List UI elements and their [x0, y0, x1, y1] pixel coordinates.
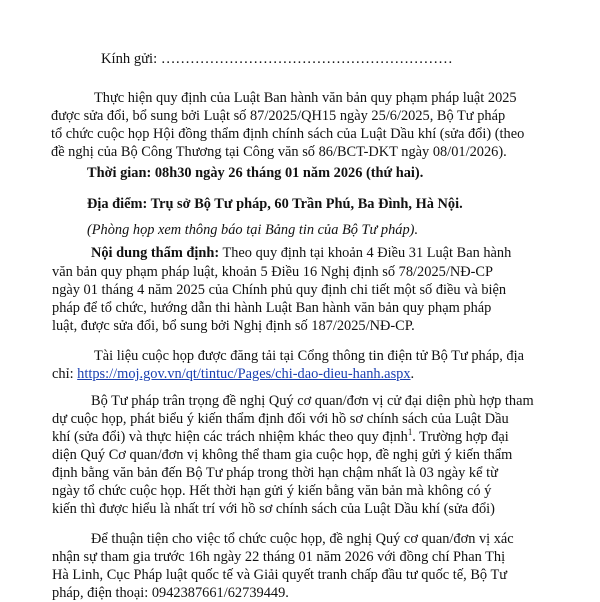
request-line-footnote — [52, 428, 592, 446]
intro-line: Thực hiện quy định của Luật Ban hành văn bản quy phạm pháp luật 2025 — [94, 90, 517, 106]
request-text: khí (sửa đổi) và thực hiện các trách nhiệm khác theo quy định — [52, 429, 408, 445]
content-first-line — [91, 244, 592, 262]
recipient-label: Kính gửi: — [101, 51, 161, 67]
link-period: . — [410, 366, 415, 382]
content-line: ngày 01 tháng 4 năm 2025 của Chính phủ quy định chi tiết một số điều và biện — [52, 282, 507, 298]
content-line: luật, được sửa đổi, bổ sung bởi Nghị định số 187/2025/NĐ-CP. — [52, 318, 415, 334]
request-line: Bộ Tư pháp trân trọng đề nghị Quý cơ quan/đơn vị cử đại diện phù hợp tham — [91, 393, 534, 409]
documents-line: Tài liệu cuộc họp được đăng tải tại Cổng thông tin điện tử Bộ Tư pháp, địa — [94, 348, 524, 364]
intro-line: được sửa đổi, bổ sung bởi Luật số 87/2025/QH15 ngày 25/6/2025, Bộ Tư pháp — [51, 108, 506, 124]
documents-link[interactable]: https://moj.gov.vn/qt/tintuc/Pages/chi-dao-dieu-hanh.aspx — [77, 366, 411, 382]
intro-line: tổ chức cuộc họp Hội đồng thẩm định chính sách của Luật Dầu khí (sửa đổi) (theo — [51, 126, 525, 142]
meeting-location: Địa điểm: Trụ sở Bộ Tư pháp, 60 Trần Phú, Ba Đình, Hà Nội. — [87, 196, 463, 212]
request-line: định bằng văn bản đến Bộ Tư pháp trong thời hạn chậm nhất là 03 ngày kể từ — [52, 465, 498, 481]
recipient-line — [101, 50, 453, 68]
confirm-line: Hà Linh, Cục Pháp luật quốc tế và Giải quyết tranh chấp đầu tư quốc tế, Bộ Tư — [52, 567, 508, 583]
content-heading: Nội dung thẩm định: — [91, 245, 220, 261]
footnote-marker[interactable]: 1 — [407, 427, 413, 438]
request-line: ngày tổ chức cuộc họp. Hết thời hạn gửi ý kiến bằng văn bản mà không có ý — [52, 483, 492, 499]
request-text: . Trường hợp đại — [412, 429, 509, 445]
meeting-time: Thời gian: 08h30 ngày 26 tháng 01 năm 2026 (thứ hai). — [87, 165, 424, 181]
request-line: diện Quý Cơ quan/đơn vị không thể tham gia cuộc họp, đề nghị gửi ý kiến thẩm — [52, 447, 513, 463]
address-label: chỉ: — [52, 366, 78, 382]
request-line: kiến thì được hiểu là nhất trí với hồ sơ chính sách của Luật Dầu khí (sửa đổi) — [52, 501, 495, 517]
room-note: (Phòng họp xem thông báo tại Bảng tin của Bộ Tư pháp). — [87, 222, 419, 238]
recipient-dots: …………………………………………………… — [160, 51, 453, 67]
intro-line: đề nghị của Bộ Công Thương tại Công văn số 86/BCT-DKT ngày 08/01/2026). — [51, 144, 507, 160]
content-line: văn bản quy phạm pháp luật, khoản 5 Điều 16 Nghị định số 78/2025/NĐ-CP — [52, 264, 493, 280]
documents-link-line — [52, 365, 592, 383]
content-line: pháp để tổ chức, hướng dẫn thi hành Luật Ban hành văn bản quy phạm pháp — [52, 300, 492, 316]
confirm-line: Để thuận tiện cho việc tổ chức cuộc họp, đề nghị Quý cơ quan/đơn vị xác — [91, 531, 514, 547]
confirm-line: nhận sự tham gia trước 16h ngày 22 tháng 01 năm 2026 với đồng chí Phan Thị — [52, 549, 506, 565]
request-line: dự cuộc họp, phát biểu ý kiến thẩm định đối với hồ sơ chính sách của Luật Dầu — [52, 411, 509, 427]
confirm-line: pháp, điện thoại: 0942387661/62739449. — [52, 585, 289, 601]
content-text: Theo quy định tại khoản 4 Điều 31 Luật Ban hành — [219, 245, 512, 261]
